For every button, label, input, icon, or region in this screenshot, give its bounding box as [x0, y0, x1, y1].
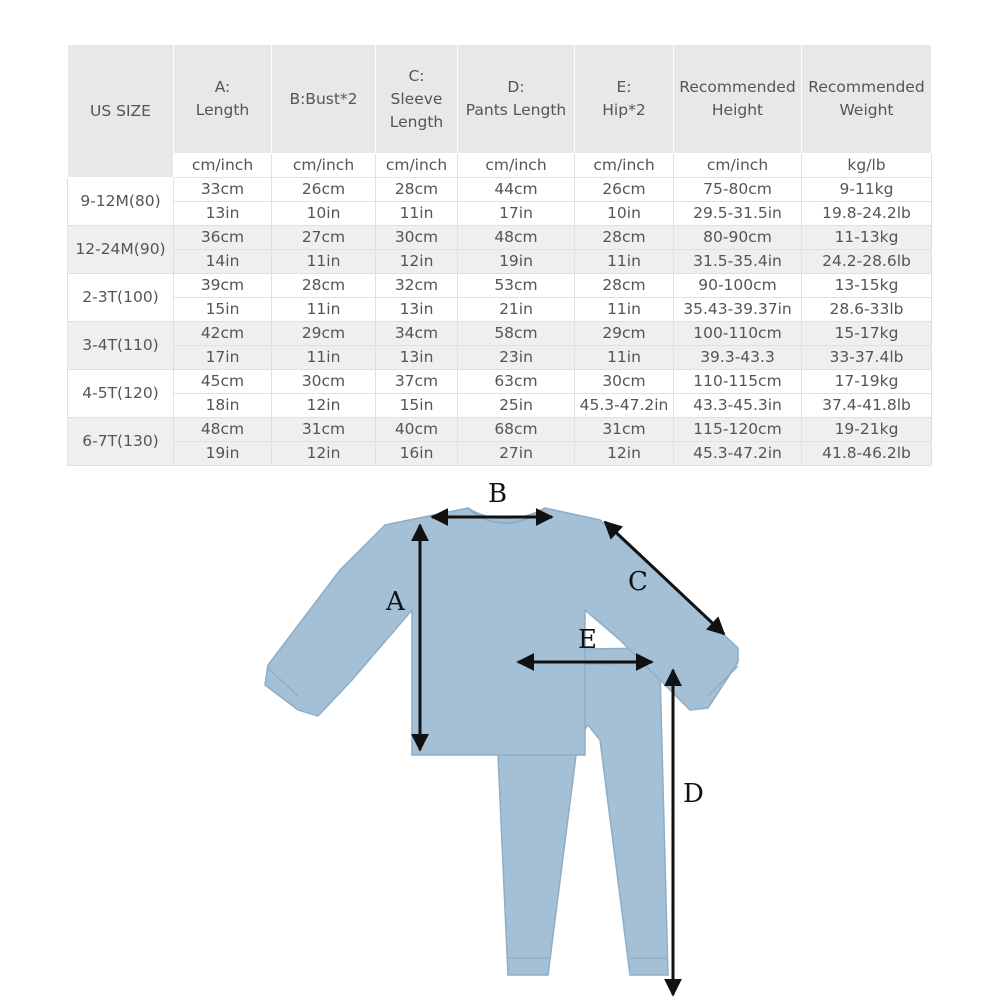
size-cell: 2-3T(100) [68, 274, 174, 322]
cm-cell: 90-100cm [674, 274, 802, 298]
inch-cell: 31.5-35.4in [674, 250, 802, 274]
cm-cell: 45cm [174, 370, 272, 394]
inch-cell: 10in [272, 202, 376, 226]
size-cell: 3-4T(110) [68, 322, 174, 370]
inch-cell: 11in [575, 298, 674, 322]
cm-cell: 75-80cm [674, 178, 802, 202]
table-row [68, 394, 932, 418]
cm-cell: 100-110cm [674, 322, 802, 346]
cm-cell: 30cm [376, 226, 458, 250]
inch-cell: 13in [376, 346, 458, 370]
unit-cell: cm/inch [272, 154, 376, 178]
cm-cell: 37cm [376, 370, 458, 394]
cm-cell: 32cm [376, 274, 458, 298]
cm-cell: 63cm [458, 370, 575, 394]
table-row [68, 322, 932, 346]
inch-cell: 19in [458, 250, 575, 274]
inch-cell: 12in [272, 394, 376, 418]
cm-cell: 28cm [272, 274, 376, 298]
header-cell: D: Pants Length [458, 45, 575, 154]
unit-cell: kg/lb [802, 154, 932, 178]
inch-cell: 24.2-28.6lb [802, 250, 932, 274]
inch-cell: 17in [458, 202, 575, 226]
inch-cell: 35.43-39.37in [674, 298, 802, 322]
cm-cell: 31cm [575, 418, 674, 442]
cm-cell: 115-120cm [674, 418, 802, 442]
label-a: A [386, 587, 405, 617]
inch-cell: 25in [458, 394, 575, 418]
size-cell: 4-5T(120) [68, 370, 174, 418]
table-row [68, 274, 932, 298]
cm-cell: 26cm [575, 178, 674, 202]
table-row [68, 226, 932, 250]
header-cell: Recommended Weight [802, 45, 932, 154]
cm-cell: 29cm [575, 322, 674, 346]
cm-cell: 44cm [458, 178, 575, 202]
table-row [68, 346, 932, 370]
inch-cell: 11in [272, 346, 376, 370]
inch-cell: 11in [376, 202, 458, 226]
inch-cell: 12in [575, 442, 674, 466]
unit-cell: cm/inch [674, 154, 802, 178]
header-cell: A: Length [174, 45, 272, 154]
size-cell: 9-12M(80) [68, 178, 174, 226]
header-cell: US SIZE [68, 45, 174, 178]
unit-cell: cm/inch [575, 154, 674, 178]
cm-cell: 9-11kg [802, 178, 932, 202]
cm-cell: 48cm [458, 226, 575, 250]
inch-cell: 11in [575, 250, 674, 274]
cm-cell: 58cm [458, 322, 575, 346]
cm-cell: 19-21kg [802, 418, 932, 442]
header-cell: E: Hip*2 [575, 45, 674, 154]
inch-cell: 45.3-47.2in [674, 442, 802, 466]
cm-cell: 15-17kg [802, 322, 932, 346]
inch-cell: 16in [376, 442, 458, 466]
cm-cell: 39cm [174, 274, 272, 298]
inch-cell: 12in [272, 442, 376, 466]
inch-cell: 28.6-33lb [802, 298, 932, 322]
inch-cell: 13in [376, 298, 458, 322]
inch-cell: 11in [575, 346, 674, 370]
header-row [68, 45, 932, 154]
inch-cell: 15in [376, 394, 458, 418]
label-c: C [628, 567, 648, 597]
size-cell: 12-24M(90) [68, 226, 174, 274]
cm-cell: 13-15kg [802, 274, 932, 298]
cm-cell: 40cm [376, 418, 458, 442]
inch-cell: 23in [458, 346, 575, 370]
inch-cell: 18in [174, 394, 272, 418]
cm-cell: 31cm [272, 418, 376, 442]
inch-cell: 14in [174, 250, 272, 274]
inch-cell: 43.3-45.3in [674, 394, 802, 418]
unit-cell: cm/inch [376, 154, 458, 178]
cm-cell: 36cm [174, 226, 272, 250]
pajama-illustration [0, 470, 1000, 1000]
cm-cell: 30cm [272, 370, 376, 394]
table-row [68, 442, 932, 466]
inch-cell: 15in [174, 298, 272, 322]
shirt-illustration [265, 508, 738, 755]
pajama-measurement-diagram [0, 470, 1000, 1000]
inch-cell: 21in [458, 298, 575, 322]
inch-cell: 29.5-31.5in [674, 202, 802, 226]
inch-cell: 13in [174, 202, 272, 226]
size-cell: 6-7T(130) [68, 418, 174, 466]
size-chart-table [67, 44, 932, 466]
header-cell: Recommended Height [674, 45, 802, 154]
table-row [68, 298, 932, 322]
cm-cell: 80-90cm [674, 226, 802, 250]
label-e: E [578, 625, 597, 655]
inch-cell: 19in [174, 442, 272, 466]
inch-cell: 19.8-24.2lb [802, 202, 932, 226]
inch-cell: 39.3-43.3 [674, 346, 802, 370]
cm-cell: 17-19kg [802, 370, 932, 394]
inch-cell: 41.8-46.2lb [802, 442, 932, 466]
cm-cell: 68cm [458, 418, 575, 442]
label-d: D [683, 779, 704, 809]
inch-cell: 12in [376, 250, 458, 274]
cm-cell: 29cm [272, 322, 376, 346]
table-row [68, 202, 932, 226]
cm-cell: 28cm [575, 274, 674, 298]
inch-cell: 10in [575, 202, 674, 226]
cm-cell: 53cm [458, 274, 575, 298]
cm-cell: 33cm [174, 178, 272, 202]
cm-cell: 28cm [376, 178, 458, 202]
header-cell: C: Sleeve Length [376, 45, 458, 154]
table-row [68, 178, 932, 202]
inch-cell: 27in [458, 442, 575, 466]
cm-cell: 30cm [575, 370, 674, 394]
cm-cell: 34cm [376, 322, 458, 346]
cm-cell: 42cm [174, 322, 272, 346]
unit-cell: cm/inch [174, 154, 272, 178]
inch-cell: 17in [174, 346, 272, 370]
header-cell: B:Bust*2 [272, 45, 376, 154]
unit-row [68, 154, 932, 178]
inch-cell: 45.3-47.2in [575, 394, 674, 418]
cm-cell: 26cm [272, 178, 376, 202]
inch-cell: 11in [272, 250, 376, 274]
inch-cell: 37.4-41.8lb [802, 394, 932, 418]
cm-cell: 28cm [575, 226, 674, 250]
inch-cell: 33-37.4lb [802, 346, 932, 370]
cm-cell: 110-115cm [674, 370, 802, 394]
cm-cell: 27cm [272, 226, 376, 250]
table-row [68, 418, 932, 442]
table-row [68, 250, 932, 274]
unit-cell: cm/inch [458, 154, 575, 178]
label-b: B [488, 479, 508, 509]
cm-cell: 11-13kg [802, 226, 932, 250]
cm-cell: 48cm [174, 418, 272, 442]
table-row [68, 370, 932, 394]
inch-cell: 11in [272, 298, 376, 322]
